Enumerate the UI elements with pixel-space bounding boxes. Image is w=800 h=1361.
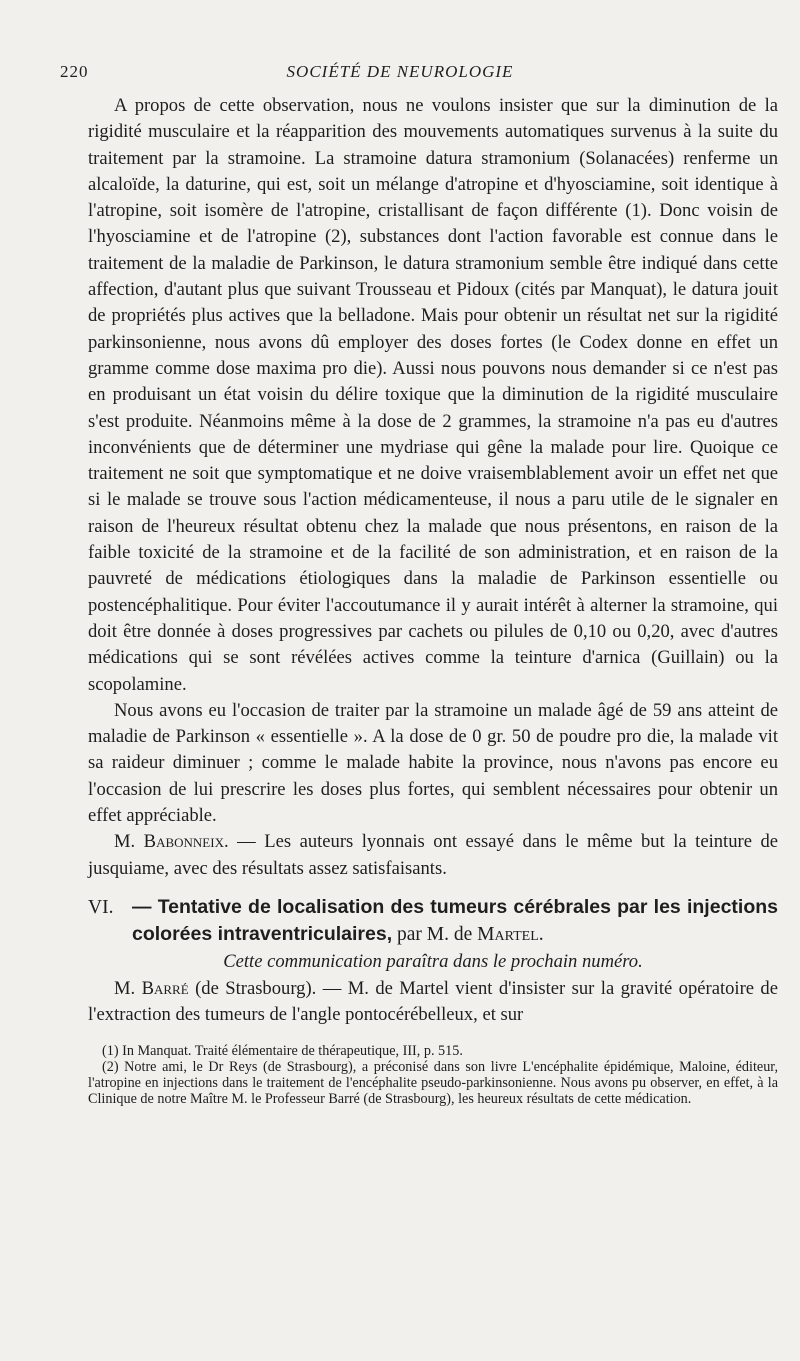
footnote-1: (1) In Manquat. Traité élémentaire de thérapeutique, III, p. 515.: [102, 1042, 463, 1059]
section-number: VI.: [88, 896, 114, 918]
running-title: SOCIÉTÉ DE NEUROLOGIE: [286, 62, 514, 81]
section-title: — Tentative de localisation des tumeurs cérébrales par les injections colorées intraventriculaires,: [132, 895, 778, 945]
babonneix-text: — Les auteurs lyonnais ont essayé dans le même but la teinture de jusquiame, avec des résultats assez satisfaisants.: [88, 831, 779, 879]
speaker-babonneix: M. Babonneix.: [114, 831, 229, 853]
barre-text: (de Strasbourg). — M. de Martel vient d'insister sur la gravité opératoire de l'extraction des tumeurs de l'angle pontocérébelleux, et sur: [88, 977, 778, 1026]
section-author-prefix: par M. de: [392, 923, 478, 945]
paragraph-stramoine-discussion: A propos de cette observation, nous ne voulons insister que sur la diminution de la rigidité musculaire et la réapparition des mouvements automatiques survenus à la suite du traitement par la stramoine. La stramoine datura stramonium (Solanacées) renferme un alcaloïde, la daturine, qui est, soit un mélange d'atropine et d'hyosciamine, soit identique à l'atropine, soit isomère de l'atropine, cristallisant de façon différente (1). Donc voisin de l'hyosciamine et de l'atropine (2), substances dont l'action favorable est connue dans le traitement de la maladie de Parkinson, le datura stramonium semble être indiqué dans cette affection, d'autant plus que suivant Trousseau et Pidoux (cités par Manquat), le datura jouit de propriétés plus actives que la belladone. Mais pour obtenir un résultat net sur la rigidité parkinsonienne, nous avons dû employer des doses fortes (le Codex donne en effet un gramme comme dose maxima pro die). Aussi nous pouvons nous demander si ce n'est pas en produisant un état voisin du délire toxique que la diminution de la rigidité musculaire s'est produite. Néanmoins même à la dose de 2 grammes, la stramoine n'a pas eu d'autres inconvénients que de déterminer une mydriase qui gêne la malade pour lire. Quoique ce traitement ne soit que symptomatique et ne doive vraisemblablement avoir un effet net que si le malade se trouve sous l'action médicamenteuse, il nous a paru utile de le signaler en raison de l'heureux résultat obtenu chez la malade que nous présentons, en raison de la faible toxicité de la stramoine et de la facilité de son administration, et en raison de la pauvreté de médications étiologiques dans la maladie de Parkinson essentielle ou postencéphalitique. Pour éviter l'accoutumance il y aurait intérêt à alterner la stramoine, qui doit être donnée à doses progressives par cachets ou pilules de 0,10 ou 0,20, avec d'autres médications qui se sont révélées actives comme la teinture d'arnica (Guillain) ou la scopolamine.: [88, 95, 778, 695]
section-author-suffix: .: [538, 923, 544, 945]
section-author-name: Martel: [477, 923, 539, 945]
footnote-2: (2) Notre ami, le Dr Reys (de Strasbourg), a préconisé dans son livre L'encéphalite épidémique, Maloine, éditeur, l'atropine en injections dans le traitement de l'encéphalite pseudo-parkinsonienne. Nous avons pu observer, en effet, à la Clinique de notre Maître M. le Professeur Barré (de Strasbourg), les heureux résultats de cette médication.: [88, 1058, 778, 1108]
running-header: [60, 62, 740, 86]
section-heading: [88, 894, 778, 948]
page-number: 220: [60, 62, 89, 81]
section-note: Cette communication paraîtra dans le prochain numéro.: [223, 950, 643, 972]
main-text: [88, 93, 778, 1107]
speaker-barre: M. Barré: [114, 977, 189, 999]
footnotes: [88, 1043, 778, 1108]
paragraph-babonneix: [88, 829, 778, 882]
paragraph-second-case: Nous avons eu l'occasion de traiter par la stramoine un malade âgé de 59 ans atteint de maladie de Parkinson « essentielle ». A la dose de 0 gr. 50 de poudre pro die, la malade vit sa raideur diminuer ; comme le malade habite la province, nous n'avons pas encore eu l'occasion de lui prescrire les doses plus fortes, qui semblent nécessaires pour obtenir un effet appréciable.: [88, 699, 778, 827]
paragraph-barre: [88, 976, 778, 1029]
